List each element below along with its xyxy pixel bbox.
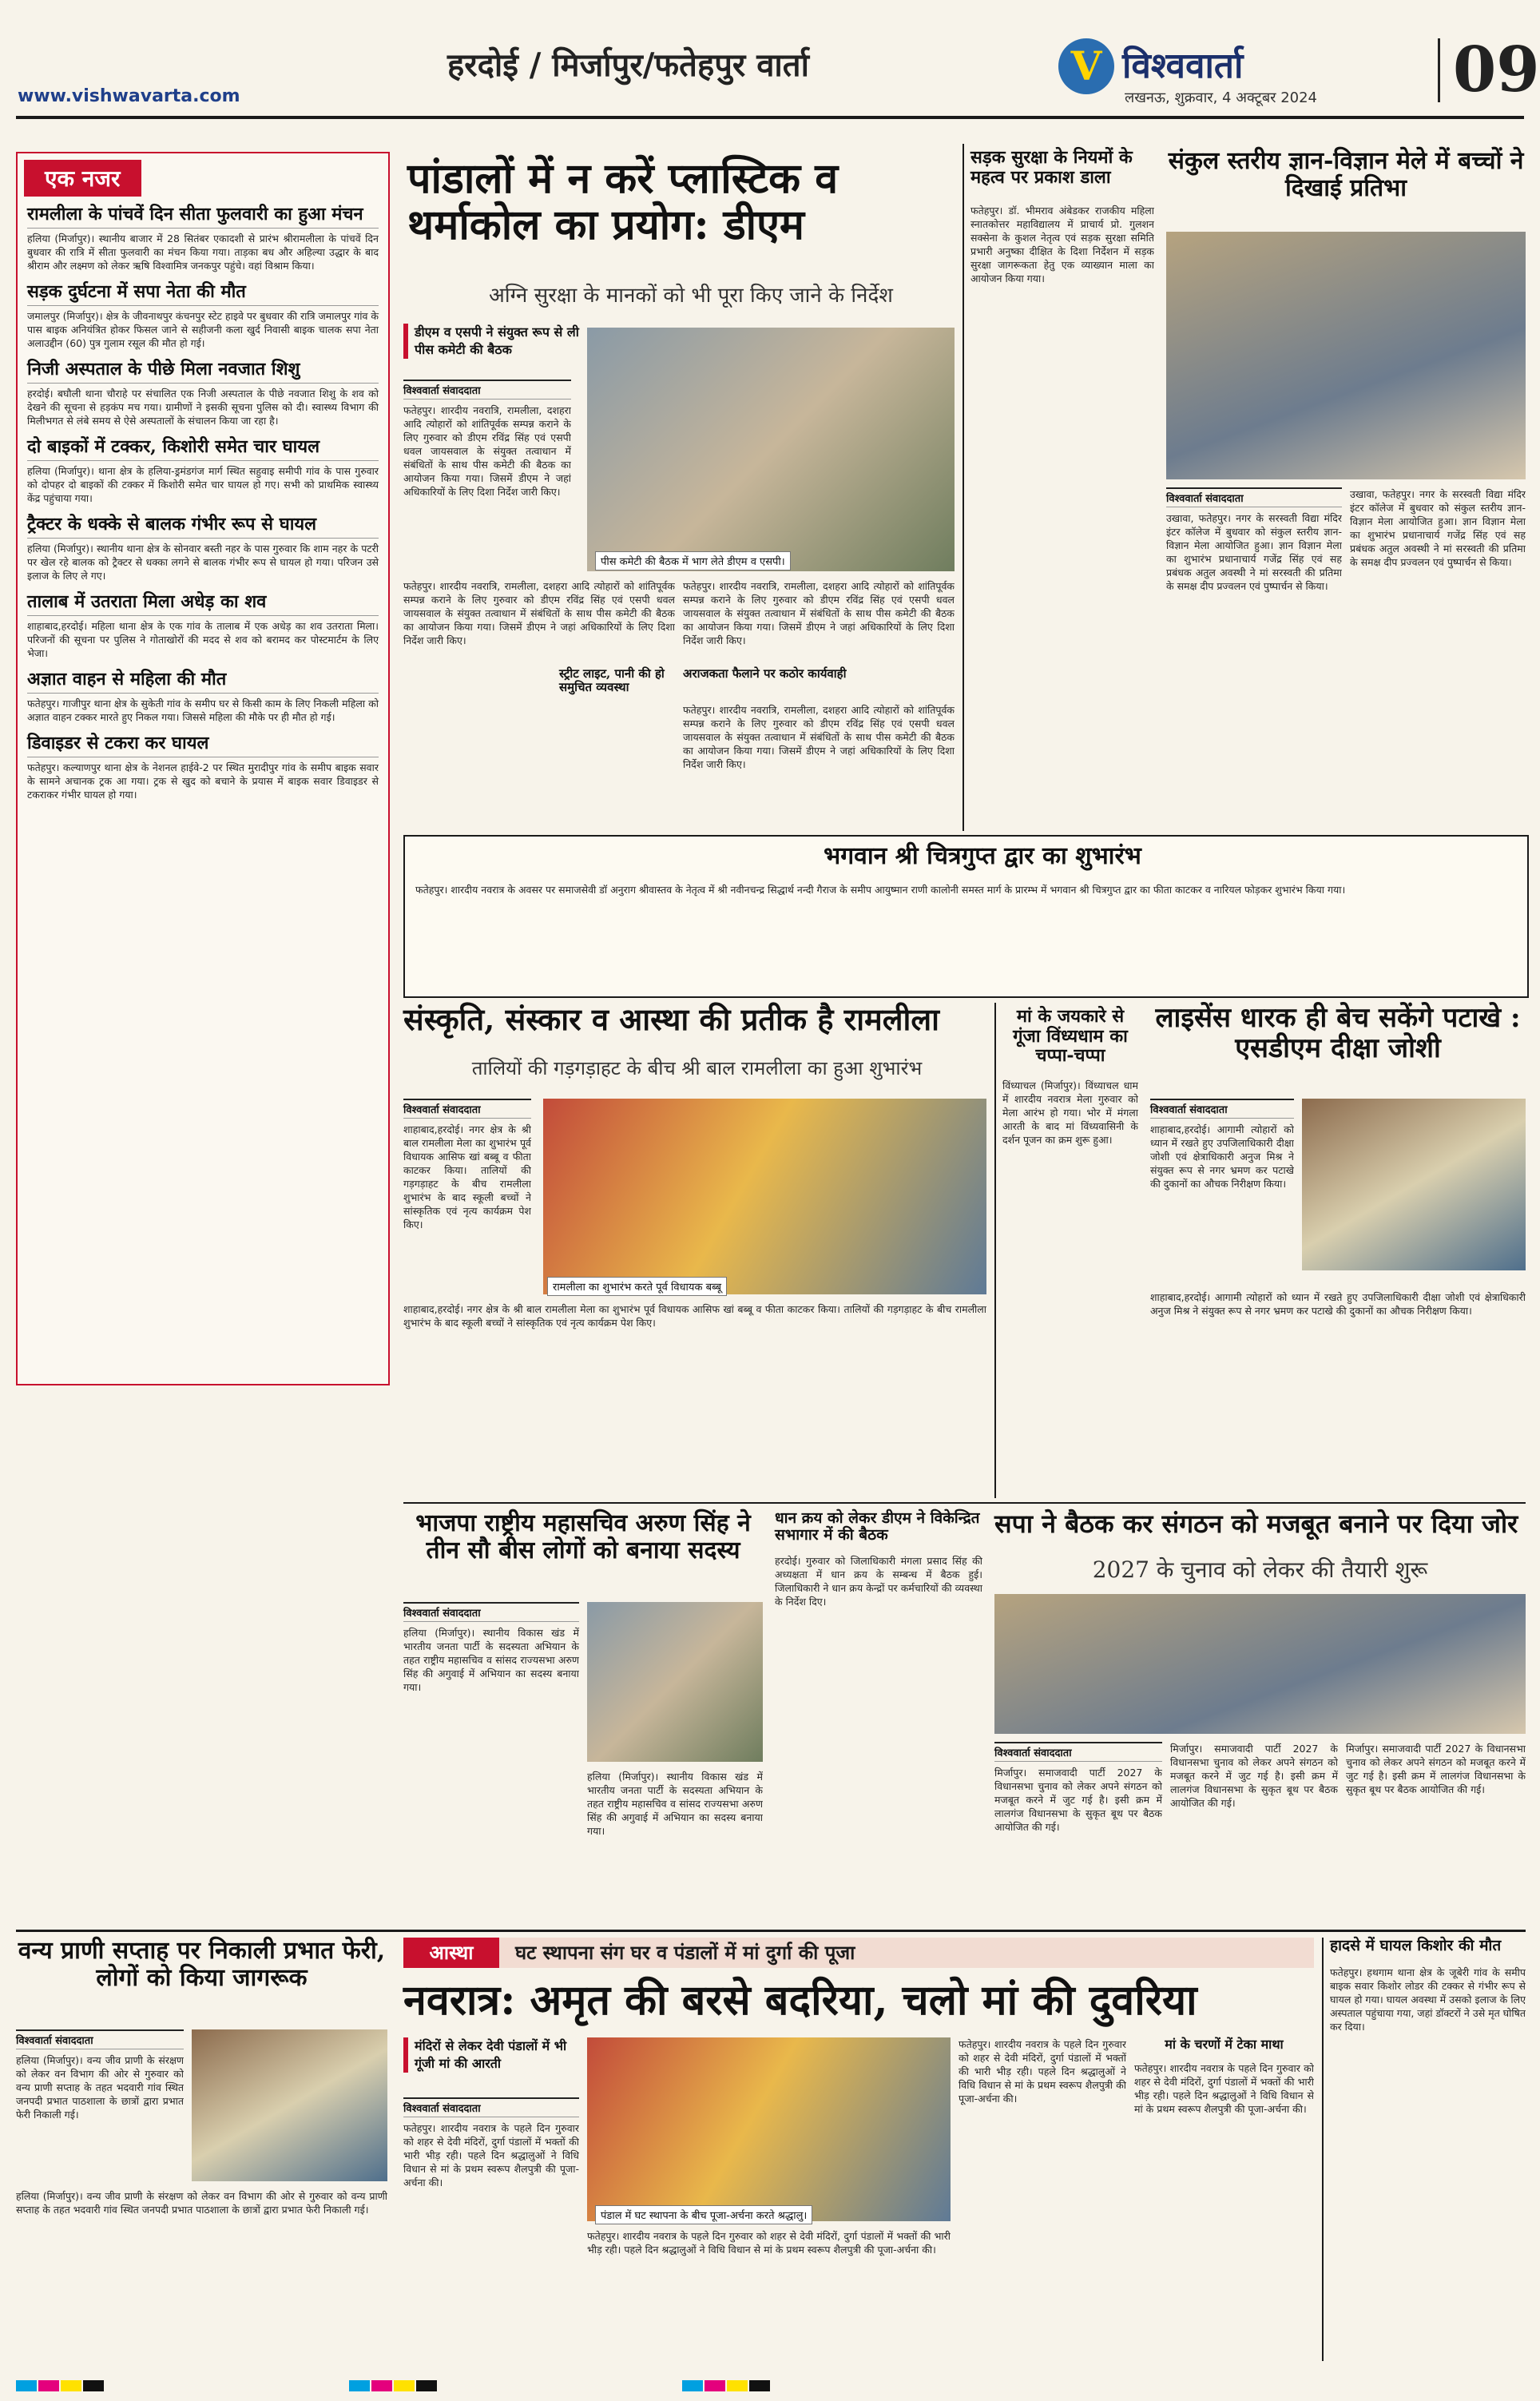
wildlife-headline: वन्य प्राणी सप्ताह पर निकाली प्रभात फेरी, लोगों को किया जागरूक bbox=[18, 1937, 386, 1992]
column-rule bbox=[963, 144, 964, 831]
header-rule bbox=[16, 116, 1524, 119]
lead-subheading-2: स्ट्रीट लाइट, पानी की हो समुचित व्यवस्था bbox=[559, 666, 665, 694]
road-safety-body: फतेहपुर। डॉ. भीमराव अंबेडकर राजकीय महिला स्नातकोत्तर महाविद्यालय में प्राचार्य प्रो. गुलशन सक्सेना के कुशल नेतृत्व एवं सड़क सुरक्षा समिति प्रभारी अनुष्का दीक्षित के दिशा निर्देशन में सड़क सुरक्षा जागरूकता हेतु एक व्याख्यान माला का आयोजन किया गया। bbox=[970, 205, 1154, 284]
sidebar-item-title: ट्रैक्टर के धक्के से बालक गंभीर रूप से घायल bbox=[27, 513, 379, 539]
crackers-headline: लाइसेंस धारक ही बेच सकेंगे पटाखे : एसडीएम दीक्षा जोशी bbox=[1155, 1002, 1521, 1065]
sp-byline: विश्ववार्ता संवाददाता bbox=[994, 1742, 1162, 1762]
lead-body-col4: फतेहपुर। शारदीय नवरात्रि, रामलीला, दशहरा आदि त्योहारों को शांतिपूर्वक सम्पन्न कराने के लिए गुरुवार को डीएम रविंद्र सिंह एवं एसपी धवल जायसवाल के संयुक्त तत्वाधान में संबंधितों के साथ पीस कमेटी की बैठक का आयोजन किया गया। जिसमें डीएम ने जहां अधिकारियों के लिए दिशा निर्देश जारी किए। bbox=[683, 704, 955, 770]
sidebar-item-body: जमालपुर (मिर्जापुर)। क्षेत्र के जीवनाथपुर कंचनपुर स्टेट हाइवे पर बुधवार की रात्रि जमालपुर गांव के पास बाइक अनियंत्रित होकर फिसल जाने से सहीजनी कला खुर्द निवासी बाइक चालक सपा नेता अलाउद्दीन (60) पुत्र गुलाम रसूल की मौत हो गई। bbox=[27, 310, 379, 349]
sp-photo bbox=[994, 1594, 1526, 1734]
science-fair-headline: संकुल स्तरीय ज्ञान-विज्ञान मेले में बच्चों ने दिखाई प्रतिभा bbox=[1168, 147, 1524, 202]
wildlife-body-col2: हलिया (मिर्जापुर)। वन्य जीव प्राणी के संरक्षण को लेकर वन विभाग की ओर से गुरुवार को वन्य प्राणी सप्ताह के तहत भदवारी गांव स्थित जनपदी प्रभात पाठशाला के छात्रों द्वारा प्रभात फेरी निकाली गई। bbox=[16, 2190, 387, 2216]
navratri-headline: नवरात्र: अमृत की बरसे बदरिया, चलो मां की दुवरिया bbox=[403, 1976, 1197, 2025]
bjp-body-col2: हलिया (मिर्जापुर)। स्थानीय विकास खंड में भारतीय जनता पार्टी के सदस्यता अभियान के तहत राष्ट्रीय महासचिव व सांसद राज्यसभा अरुण सिंह की अगुवाई में अभियान का सदस्य बनाया गया। bbox=[587, 1771, 763, 1837]
sidebar-item-title: सड़क दुर्घटना में सपा नेता की मौत bbox=[27, 280, 379, 306]
sidebar-item-body: फतेहपुर। कल्याणपुर थाना क्षेत्र के नेशनल हाईवे-2 पर स्थित मुरादीपुर गांव के समीप बाइक सवार के सामने अचानक ट्रक आ गया। ट्रक से खुद को बचाने के प्रयास में बाइक सवार डिवाइडर से टकराकर गंभीर घायल हो गया। bbox=[27, 761, 379, 801]
paddy-body: हरदोई। गुरुवार को जिलाधिकारी मंगला प्रसाद सिंह की अध्यक्षता में धान क्रय के सम्बन्ध में बैठक हुई। जिलाधिकारी ने धान क्रय केन्द्रों पर कर्मचारियों की व्यवस्था के निर्देश दिए। bbox=[775, 1555, 982, 1608]
yellow-swatch bbox=[394, 2380, 415, 2391]
ramlila-body-col1: शाहाबाद,हरदोई। नगर क्षेत्र के श्री बाल रामलीला मेला का शुभारंभ पूर्व विधायक आसिफ खां बब्बू व फीता काटकर किया। तालियों की गड़गड़ाहट के बीच रामलीला शुभारंभ के बाद स्कूली बच्चों ने सांस्कृतिक एवं नृत्य कार्यक्रम पेश किए। bbox=[403, 1123, 531, 1230]
sidebar-heading: एक नजर bbox=[24, 160, 141, 197]
sidebar-ek-nazar bbox=[16, 152, 390, 1385]
magenta-swatch bbox=[705, 2380, 725, 2391]
accident-headline: हादसे में घायल किशोर की मौत bbox=[1330, 1937, 1502, 1954]
sidebar-item bbox=[27, 668, 379, 724]
sidebar-item-body: शाहाबाद,हरदोई। महिला थाना क्षेत्र के एक गांव के तालाब में एक अधेड़ का शव उतराता मिला। परिजनों की सूचना पर पुलिस ने गोताखोरों की मदद से शव को बरामद कर पोस्टमार्टम के लिए भेजा। bbox=[27, 620, 379, 659]
navratri-topline: घट स्थापना संग घर व पंडालों में मां दुर्गा की पूजा bbox=[499, 1938, 1314, 1968]
yellow-swatch bbox=[61, 2380, 81, 2391]
crackers-body-col1: शाहाबाद,हरदोई। आगामी त्योहारों को ध्यान में रखते हुए उपजिलाधिकारी दीक्षा जोशी एवं क्षेत्राधिकारी अनुज मिश्र ने संयुक्त रूप से नगर भ्रमण कर पटाखे की दुकानों का औचक निरीक्षण किया। bbox=[1150, 1123, 1294, 1190]
navratri-tag: आस्था bbox=[403, 1938, 499, 1968]
sidebar-item-title: निजी अस्पताल के पीछे मिला नवजात शिशु bbox=[27, 358, 379, 384]
navratri-body-col1: फतेहपुर। शारदीय नवरात्र के पहले दिन गुरुवार को शहर से देवी मंदिरों, दुर्गा पंडालों में भक्तों की भारी भीड़ रही। पहले दिन श्रद्धालुओं ने विधि विधान से मां के प्रथम स्वरूप शैलपुत्री की पूजा-अर्चना की। bbox=[403, 2122, 579, 2188]
black-swatch bbox=[749, 2380, 770, 2391]
sidebar-item bbox=[27, 203, 379, 272]
wildlife-body-col1: हलिया (मिर्जापुर)। वन्य जीव प्राणी के संरक्षण को लेकर वन विभाग की ओर से गुरुवार को वन्य प्राणी सप्ताह के तहत भदवारी गांव स्थित जनपदी प्रभात पाठशाला के छात्रों द्वारा प्रभात फेरी निकाली गई। bbox=[16, 2054, 184, 2121]
cyan-swatch bbox=[349, 2380, 370, 2391]
lead-body-col1: फतेहपुर। शारदीय नवरात्रि, रामलीला, दशहरा आदि त्योहारों को शांतिपूर्वक सम्पन्न कराने के लिए गुरुवार को डीएम रविंद्र सिंह एवं एसपी धवल जायसवाल के संयुक्त तत्वाधान में संबंधितों के साथ पीस कमेटी की बैठक का आयोजन किया गया। जिसमें डीएम ने जहां अधिकारियों के लिए दिशा निर्देश जारी किए। bbox=[403, 404, 571, 498]
vindhyachal-body: विंध्याचल (मिर्जापुर)। विंध्याचल धाम में शारदीय नवरात्र मेला गुरुवार को मेला आरंभ हो गया। भोर में मंगला आरती के बाद मां विंध्यवासिनी के दर्शन पूजन का क्रम शुरू हुआ। bbox=[1002, 1079, 1138, 1146]
section-rule bbox=[403, 1502, 1526, 1504]
bjp-headline: भाजपा राष्ट्रीय महासचिव अरुण सिंह ने तीन सौ बीस लोगों को बनाया सदस्य bbox=[415, 1509, 751, 1564]
navratri-photo-caption: पंडाल में घट स्थापना के बीच पूजा-अर्चना करते श्रद्धालु। bbox=[595, 2205, 812, 2224]
yellow-swatch bbox=[727, 2380, 748, 2391]
bjp-body-col1: हलिया (मिर्जापुर)। स्थानीय विकास खंड में भारतीय जनता पार्टी के सदस्यता अभियान के तहत राष्ट्रीय महासचिव व सांसद राज्यसभा अरुण सिंह की अगुवाई में अभियान का सदस्य बनाया गया। bbox=[403, 1627, 579, 1693]
lead-byline: विश्ववार्ता संवाददाता bbox=[403, 380, 571, 400]
sidebar-item-body: हलिया (मिर्जापुर)। स्थानीय बाजार में 28 सितंबर एकादशी से प्रारंभ श्रीरामलीला के पांचवें दिन बुधवार की रात्रि में सीता फुलवारी का मंचन किया गया। ताड़का बध और अहिल्या उद्धार के बाद श्रीराम और लक्ष्मण को लेकर ऋषि विश्वामित्र जनकपुर पहुंचे। वहां विश्राम किया। bbox=[27, 233, 379, 272]
sp-body-col1: मिर्जापुर। समाजवादी पार्टी 2027 के विधानसभा चुनाव को लेकर अपने संगठन को मजबूत करने में जुट गई है। इसी क्रम में लालगंज विधानसभा के सुकृत बूथ पर बैठक आयोजित की गई। bbox=[994, 1767, 1162, 1833]
navratri-byline: विश्ववार्ता संवाददाता bbox=[403, 2097, 579, 2117]
sidebar-item-title: डिवाइडर से टकरा कर घायल bbox=[27, 732, 379, 757]
website-link[interactable]: www.vishwavarta.com bbox=[18, 86, 240, 106]
lead-subheading-1: अराजकता फैलाने पर कठोर कार्यवाही bbox=[683, 666, 847, 681]
crackers-body-col2: शाहाबाद,हरदोई। आगामी त्योहारों को ध्यान में रखते हुए उपजिलाधिकारी दीक्षा जोशी एवं क्षेत्राधिकारी अनुज मिश्र ने संयुक्त रूप से नगर भ्रमण कर पटाखे की दुकानों का औचक निरीक्षण किया। bbox=[1150, 1291, 1526, 1317]
page-number: 09 bbox=[1438, 38, 1540, 102]
brand-name: विश्ववार्ता bbox=[1122, 46, 1244, 86]
section-rule bbox=[16, 1930, 1526, 1932]
sidebar-item bbox=[27, 358, 379, 427]
bjp-photo bbox=[587, 1602, 763, 1762]
magenta-swatch bbox=[38, 2380, 59, 2391]
ramlila-byline: विश्ववार्ता संवाददाता bbox=[403, 1099, 531, 1119]
sidebar-item-title: तालाब में उतराता मिला अधेड़ का शव bbox=[27, 590, 379, 616]
sidebar-item-title: अज्ञात वाहन से महिला की मौत bbox=[27, 668, 379, 694]
science-fair-byline: विश्ववार्ता संवाददाता bbox=[1166, 487, 1342, 507]
chitragupt-headline: भगवान श्री चित्रगुप्त द्वार का शुभारंभ bbox=[824, 842, 1141, 870]
sp-headline: सपा ने बैठक कर संगठन को मजबूत बनाने पर दिया जोर bbox=[994, 1509, 1518, 1539]
wildlife-photo bbox=[192, 2029, 387, 2181]
lead-photo-caption: पीस कमेटी की बैठक में भाग लेते डीएम व एसपी। bbox=[595, 551, 791, 570]
magenta-swatch bbox=[371, 2380, 392, 2391]
sp-subhead: 2027 के चुनाव को लेकर की तैयारी शुरू bbox=[1092, 1556, 1428, 1583]
sp-body-col2: मिर्जापुर। समाजवादी पार्टी 2027 के विधानसभा चुनाव को लेकर अपने संगठन को मजबूत करने में जुट गई है। इसी क्रम में लालगंज विधानसभा के सुकृत बूथ पर बैठक आयोजित की गई। bbox=[1170, 1743, 1338, 1809]
lead-subhead: अग्नि सुरक्षा के मानकों को भी पूरा किए जाने के निर्देश bbox=[489, 284, 893, 308]
navratri-subheading: मां के चरणों में टेका माथा bbox=[1165, 2037, 1284, 2052]
sidebar-item bbox=[27, 513, 379, 582]
road-safety-headline: सड़क सुरक्षा के नियमों के महत्व पर प्रकाश डाला bbox=[970, 147, 1133, 188]
sidebar-item-body: हलिया (मिर्जापुर)। स्थानीय थाना क्षेत्र के सोनवार बस्ती नहर के पास गुरुवार कि शाम नहर के पटरी पर खेल रहे बालक को ट्रैक्टर से धक्का लगने से बालक गंभीर रूप से घायल हो गया। परिजन उसे इलाज के लिए ले गए। bbox=[27, 543, 379, 582]
masthead bbox=[0, 0, 1540, 120]
wildlife-byline: विश्ववार्ता संवाददाता bbox=[16, 2029, 184, 2049]
navratri-photo bbox=[587, 2037, 951, 2221]
ramlila-photo bbox=[543, 1099, 986, 1294]
sidebar-item bbox=[27, 590, 379, 660]
lead-callout: डीएम व एसपी ने संयुक्त रूप से ली पीस कमेटी की बैठक bbox=[403, 324, 582, 359]
paddy-headline: धान क्रय को लेकर डीएम ने विकेन्द्रित सभागार में की बैठक bbox=[775, 1509, 980, 1544]
column-rule bbox=[994, 1003, 996, 1498]
cyan-swatch bbox=[682, 2380, 703, 2391]
sidebar-item-body: फतेहपुर। गाजीपुर थाना क्षेत्र के सुकेती गांव के समीप घर से किसी काम के लिए निकली महिला को अज्ञात वाहन टक्कर मारते हुए निकल गया। जिससे महिला की मौके पर ही मौत हो गई। bbox=[27, 698, 379, 723]
lead-photo bbox=[587, 328, 955, 571]
sidebar-item-title: रामलीला के पांचवें दिन सीता फुलवारी का हुआ मंचन bbox=[27, 203, 379, 229]
sp-body-col3: मिर्जापुर। समाजवादी पार्टी 2027 के विधानसभा चुनाव को लेकर अपने संगठन को मजबूत करने में जुट गई है। इसी क्रम में लालगंज विधानसभा के सुकृत बूथ पर बैठक आयोजित की गई। bbox=[1346, 1743, 1526, 1795]
sidebar-item bbox=[27, 435, 379, 505]
lead-body-col3: फतेहपुर। शारदीय नवरात्रि, रामलीला, दशहरा आदि त्योहारों को शांतिपूर्वक सम्पन्न कराने के लिए गुरुवार को डीएम रविंद्र सिंह एवं एसपी धवल जायसवाल के संयुक्त तत्वाधान में संबंधितों के साथ पीस कमेटी की बैठक का आयोजन किया गया। जिसमें डीएम ने जहां अधिकारियों के लिए दिशा निर्देश जारी किए। bbox=[683, 580, 955, 646]
section-title: हरदोई / मिर्जापुर/फतेहपुर वार्ता bbox=[447, 46, 809, 84]
sidebar-item-body: हलिया (मिर्जापुर)। थाना क्षेत्र के हलिया-ड्रमंडगंज मार्ग स्थित सहुवाइ समीपी गांव के पास गुरुवार को दोपहर दो बाइकों की टक्कर में किशोरी समेत चार घायल हो गए। सभी को प्राथमिक स्वास्थ्य केंद्र पहुंचाया गया। bbox=[27, 465, 379, 504]
vindhyachal-headline: मां के जयकारे से गूंजा विंध्यधाम का चप्पा-चप्पा bbox=[1013, 1006, 1128, 1067]
accident-body: फतेहपुर। हथगाम थाना क्षेत्र के जूबेरी गांव के समीप बाइक सवार किशोर लोडर की टक्कर से गंभीर रूप से घायल हो गया। घायल अवस्था में उसको इलाज के लिए अस्पताल पहुंचाया गया, जहां डॉक्टरों ने उसे मृत घोषित कर दिया। bbox=[1330, 1966, 1526, 2033]
science-fair-photo bbox=[1166, 232, 1526, 479]
navratri-callout: मंदिरों से लेकर देवी पंडालों में भी गूंजी मां की आरती bbox=[403, 2037, 590, 2073]
cyan-swatch bbox=[16, 2380, 37, 2391]
crackers-byline: विश्ववार्ता संवाददाता bbox=[1150, 1099, 1294, 1119]
sidebar-item bbox=[27, 280, 379, 350]
sidebar-item-title: दो बाइकों में टक्कर, किशोरी समेत चार घायल bbox=[27, 435, 379, 461]
sidebar-item bbox=[27, 732, 379, 801]
black-swatch bbox=[83, 2380, 104, 2391]
navratri-body-col3: फतेहपुर। शारदीय नवरात्र के पहले दिन गुरुवार को शहर से देवी मंदिरों, दुर्गा पंडालों में भक्तों की भारी भीड़ रही। पहले दिन श्रद्धालुओं ने विधि विधान से मां के प्रथम स्वरूप शैलपुत्री की पूजा-अर्चना की। bbox=[959, 2038, 1126, 2105]
science-fair-body-col1: उखावा, फतेहपुर। नगर के सरस्वती विद्या मंदिर इंटर कॉलेज में बुधवार को संकुल स्तरीय ज्ञान-विज्ञान मेला आयोजित हुआ। ज्ञान विज्ञान मेला का शुभारंभ प्रधानाचार्य गजेंद्र सिंह एवं सह प्रबंधक अतुल अवस्थी ने मां सरस्वती की प्रतिमा के समक्ष दीप प्रज्वलन एवं पुष्पार्चन से किया। bbox=[1166, 512, 1342, 592]
black-swatch bbox=[416, 2380, 437, 2391]
navratri-body-col4: फतेहपुर। शारदीय नवरात्र के पहले दिन गुरुवार को शहर से देवी मंदिरों, दुर्गा पंडालों में भक्तों की भारी भीड़ रही। पहले दिन श्रद्धालुओं ने विधि विधान से मां के प्रथम स्वरूप शैलपुत्री की पूजा-अर्चना की। bbox=[1134, 2062, 1314, 2115]
chitragupt-body: फतेहपुर। शारदीय नवरात्र के अवसर पर समाजसेवी डॉ अनुराग श्रीवास्तव के नेतृत्व में श्री नवीनचन्द्र सिद्धार्थ नन्दी गैराज के समीप आयुष्मान राणी कालोनी समस्त मार्ग के प्रारम्भ में भगवान श्री चित्रगुप्त द्वार का फीता काटकर व नारियल फोड़कर शुभारंभ किया गया। bbox=[415, 884, 1346, 896]
ramlila-headline: संस्कृति, संस्कार व आस्था की प्रतीक है रामलीला bbox=[403, 1001, 939, 1037]
brand-logo-icon: V bbox=[1058, 38, 1114, 94]
lead-headline: पांडालों में न करें प्लास्टिक व थर्माकोल का प्रयोग: डीएम bbox=[407, 154, 839, 250]
ramlila-body-col2: शाहाबाद,हरदोई। नगर क्षेत्र के श्री बाल रामलीला मेला का शुभारंभ पूर्व विधायक आसिफ खां बब्बू व फीता काटकर किया। तालियों की गड़गड़ाहट के बीच रामलीला शुभारंभ के बाद स्कूली बच्चों ने सांस्कृतिक एवं नृत्य कार्यक्रम पेश किए। bbox=[403, 1303, 986, 1329]
column-rule bbox=[1322, 1938, 1324, 2361]
navratri-body-col2: फतेहपुर। शारदीय नवरात्र के पहले दिन गुरुवार को शहर से देवी मंदिरों, दुर्गा पंडालों में भक्तों की भारी भीड़ रही। पहले दिन श्रद्धालुओं ने विधि विधान से मां के प्रथम स्वरूप शैलपुत्री की पूजा-अर्चना की। bbox=[587, 2230, 951, 2256]
crackers-photo bbox=[1302, 1099, 1526, 1270]
sidebar-item-body: हरदोई। बघौली थाना चौराहे पर संचालित एक निजी अस्पताल के पीछे नवजात शिशु के शव को देखने की सूचना से हड़कंप मच गया। ग्रामीणों ने इसकी सूचना पुलिस को दी। स्वास्थ्य विभाग की मिलीभगत से लंबे समय से ऐसे अस्पतालों के संचालन किया जा रहा है। bbox=[27, 388, 379, 427]
dateline: लखनऊ, शुक्रवार, 4 अक्टूबर 2024 bbox=[1125, 89, 1318, 106]
print-color-strip bbox=[16, 2377, 1526, 2391]
bjp-byline: विश्ववार्ता संवाददाता bbox=[403, 1602, 579, 1622]
ramlila-photo-caption: रामलीला का शुभारंभ करते पूर्व विधायक बब्बू bbox=[547, 1277, 727, 1296]
ramlila-subhead: तालियों की गड़गड़ाहट के बीच श्री बाल रामलीला का हुआ शुभारंभ bbox=[471, 1057, 923, 1079]
lead-body-col2: फतेहपुर। शारदीय नवरात्रि, रामलीला, दशहरा आदि त्योहारों को शांतिपूर्वक सम्पन्न कराने के लिए गुरुवार को डीएम रविंद्र सिंह एवं एसपी धवल जायसवाल के संयुक्त तत्वाधान में संबंधितों के साथ पीस कमेटी की बैठक का आयोजन किया गया। जिसमें डीएम ने जहां अधिकारियों के लिए दिशा निर्देश जारी किए। bbox=[403, 580, 675, 646]
science-fair-body-col2: उखावा, फतेहपुर। नगर के सरस्वती विद्या मंदिर इंटर कॉलेज में बुधवार को संकुल स्तरीय ज्ञान-विज्ञान मेला आयोजित हुआ। ज्ञान विज्ञान मेला का शुभारंभ प्रधानाचार्य गजेंद्र सिंह एवं सह प्रबंधक अतुल अवस्थी ने मां सरस्वती की प्रतिमा के समक्ष दीप प्रज्वलन एवं पुष्पार्चन से किया। bbox=[1350, 488, 1526, 568]
